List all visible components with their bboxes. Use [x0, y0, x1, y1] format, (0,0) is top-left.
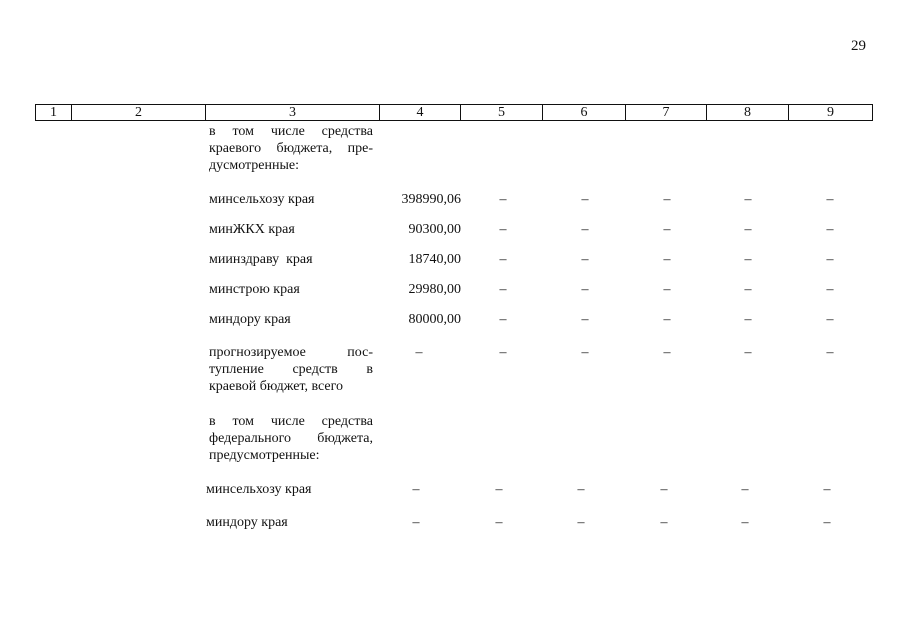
- row-label: минЖКХ края: [209, 222, 295, 237]
- block1-line-3: дусмотренные:: [209, 158, 300, 173]
- row-col6: –: [581, 282, 589, 297]
- table-header-row: [35, 104, 873, 121]
- header-col-8: 8: [707, 105, 789, 120]
- row-col8: –: [744, 252, 752, 267]
- row-col6: –: [581, 312, 589, 327]
- row-col6: –: [581, 345, 589, 360]
- row-col9: –: [826, 252, 834, 267]
- forecast-line-1: прогнозируемое пос-: [209, 345, 373, 360]
- row-col8: –: [744, 222, 752, 237]
- header-col-5: 5: [461, 105, 543, 120]
- header-col-7: 7: [626, 105, 707, 120]
- row-col4: 18740,00: [408, 252, 461, 267]
- row-col9: –: [823, 515, 831, 530]
- row-col5: –: [499, 192, 507, 207]
- header-col-9: 9: [827, 105, 834, 120]
- row-col6: –: [577, 515, 585, 530]
- forecast-line-2: тупление средств в: [209, 362, 373, 377]
- row-col8: –: [744, 312, 752, 327]
- row-col7: –: [663, 345, 671, 360]
- row-col9: –: [823, 482, 831, 497]
- row-col8: –: [741, 482, 749, 497]
- row-col8: –: [744, 192, 752, 207]
- row-col4: 29980,00: [408, 282, 461, 297]
- header-col-1: 1: [36, 105, 72, 120]
- row-label: минстрою края: [209, 282, 300, 297]
- row-col7: –: [663, 222, 671, 237]
- forecast-line-3: краевой бюджет, всего: [209, 379, 344, 394]
- row-col4: –: [412, 515, 420, 530]
- block2-line-2: федерального бюджета,: [209, 431, 373, 446]
- row-col9: –: [826, 345, 834, 360]
- row-col4: –: [415, 345, 423, 360]
- row-col4: 80000,00: [408, 312, 461, 327]
- row-col5: –: [495, 515, 503, 530]
- header-col-6: 6: [543, 105, 626, 120]
- row-col6: –: [581, 192, 589, 207]
- row-col7: –: [663, 312, 671, 327]
- row-col7: –: [660, 515, 668, 530]
- header-col-4: 4: [380, 105, 461, 120]
- row-label: миндору края: [209, 312, 291, 327]
- row-label: миндору края: [206, 515, 288, 530]
- row-col8: –: [741, 515, 749, 530]
- row-col9: –: [826, 312, 834, 327]
- row-col8: –: [744, 345, 752, 360]
- row-col7: –: [663, 252, 671, 267]
- block2-line-3: предусмотренные:: [209, 448, 320, 463]
- row-label: минсельхозу края: [206, 482, 312, 497]
- row-col9: –: [826, 192, 834, 207]
- row-col5: –: [499, 345, 507, 360]
- row-col5: –: [499, 312, 507, 327]
- row-label: минсельхозу края: [209, 192, 315, 207]
- row-col6: –: [581, 252, 589, 267]
- page-number: 29: [851, 38, 866, 54]
- row-col6: –: [581, 222, 589, 237]
- block1-line-2: краевого бюджета, пре-: [209, 141, 373, 156]
- row-col5: –: [499, 282, 507, 297]
- row-col5: –: [499, 252, 507, 267]
- row-col5: –: [499, 222, 507, 237]
- row-col4: –: [412, 482, 420, 497]
- row-label: миинздраву края: [209, 252, 313, 267]
- header-col-3: 3: [206, 105, 380, 120]
- block1-line-1: в том числе средства: [209, 124, 373, 139]
- row-col6: –: [577, 482, 585, 497]
- row-col7: –: [663, 192, 671, 207]
- row-col4: 90300,00: [408, 222, 461, 237]
- row-col9: –: [826, 222, 834, 237]
- row-col4: 398990,06: [401, 192, 461, 207]
- row-col5: –: [495, 482, 503, 497]
- row-col7: –: [663, 282, 671, 297]
- row-col7: –: [660, 482, 668, 497]
- row-col8: –: [744, 282, 752, 297]
- header-col-2: 2: [72, 105, 206, 120]
- row-col9: –: [826, 282, 834, 297]
- block2-line-1: в том числе средства: [209, 414, 373, 429]
